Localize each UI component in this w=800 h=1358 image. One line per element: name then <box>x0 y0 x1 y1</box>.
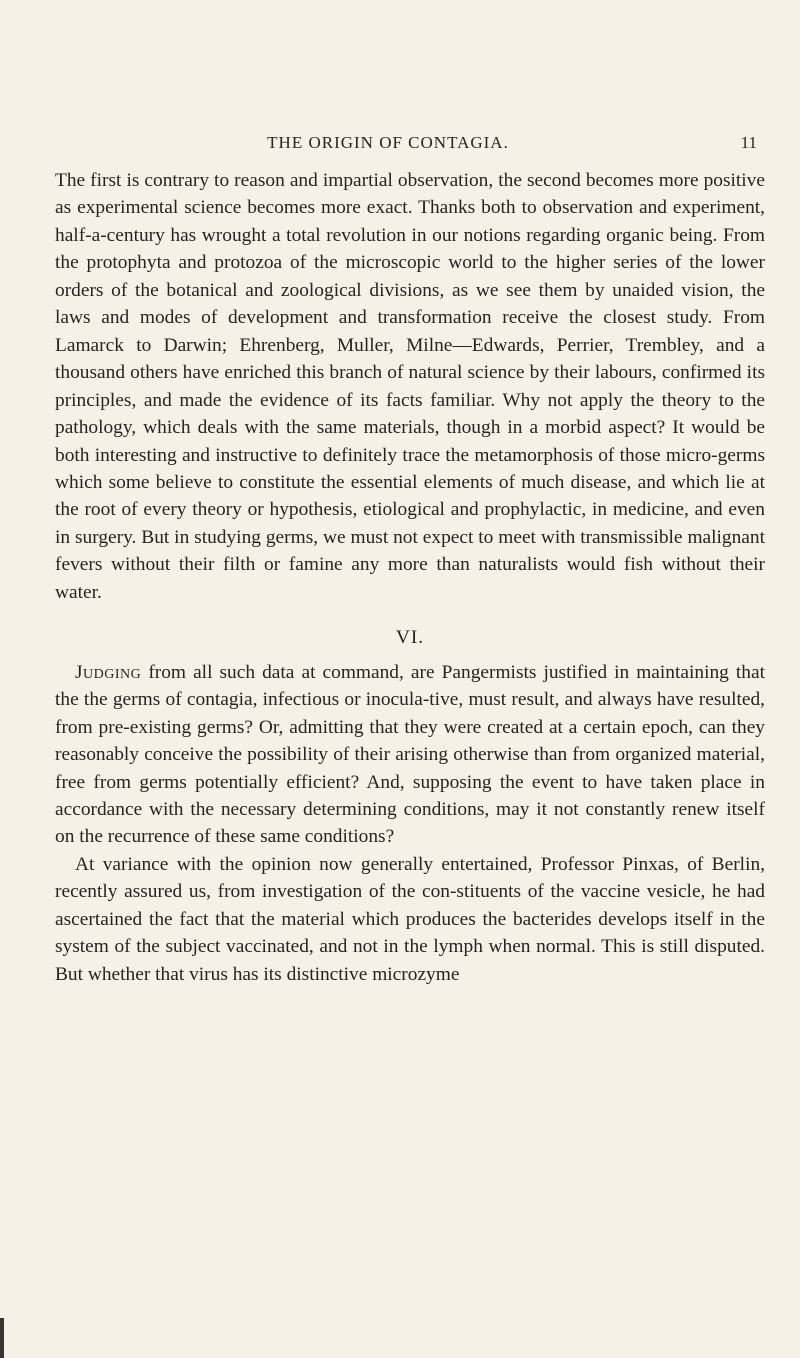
paragraph-2 <box>55 659 765 851</box>
paragraph-3: At variance with the opinion now generally entertained, Professor Pinxas, of Berlin, recently assured us, from investigation of the con-stituents of the vaccine vesicle, he had ascertained the fact that the material which produces the bacterides develops itself in the system of the subject vaccinated, and not in the lymph when normal. This is still disputed. But whether that virus has its distinctive microzyme <box>55 853 765 985</box>
page-number: 11 <box>740 133 757 152</box>
paragraph-1: The first is contrary to reason and impartial observation, the second becomes more positive as experimental science becomes more exact. Thanks both to observation and experiment, half-a-century has wrought a total revolution in our notions regarding organic being. From the protophyta and protozoa of the microscopic world to the higher series of the lower orders of the botanical and zoological divisions, as we see them by unaided vision, the laws and modes of development and transformation receive the closest study. From Lamarck to Darwin; Ehrenberg, Muller, Milne—Edwards, Perrier, Trembley, and a thousand others have enriched this branch of natural science by their labours, confirmed its principles, and made the evidence of its facts familiar. Why not apply the theory to the pathology, which deals with the same materials, though in a morbid aspect? It would be both interesting and instructive to definitely trace the metamorphosis of those micro-germs which some believe to constitute the essential elements of much disease, and which lie at the root of every theory or hypothesis, etiological and prophylactic, in medicine, and even in surgery. But in studying germs, we must not expect to meet with transmissible malignant fevers without their filth or famine any more than naturalists would fish without their water. <box>55 170 765 603</box>
body-text <box>55 167 765 988</box>
paragraph-2-text: from all such data at command, are Pangermists justified in maintaining that the the germs of contagia, infectious or inocula-tive, must result, and always have resulted, from pre-existing germs? Or, admitting that they were created at a certain epoch, can they reasonably conceive the possibility of their arising otherwise than from organized material, free from germs potentially efficient? And, supposing the event to have taken place in accordance with the necessary determining conditions, may it not constantly renew itself on the recurrence of these same conditions? <box>55 661 765 848</box>
section-heading: VI. <box>395 627 425 649</box>
paragraph-2-lead-word: Judging <box>75 661 142 683</box>
binding-edge <box>0 1318 4 1358</box>
running-head <box>0 133 800 163</box>
running-title: THE ORIGIN OF CONTAGIA. <box>267 133 509 152</box>
